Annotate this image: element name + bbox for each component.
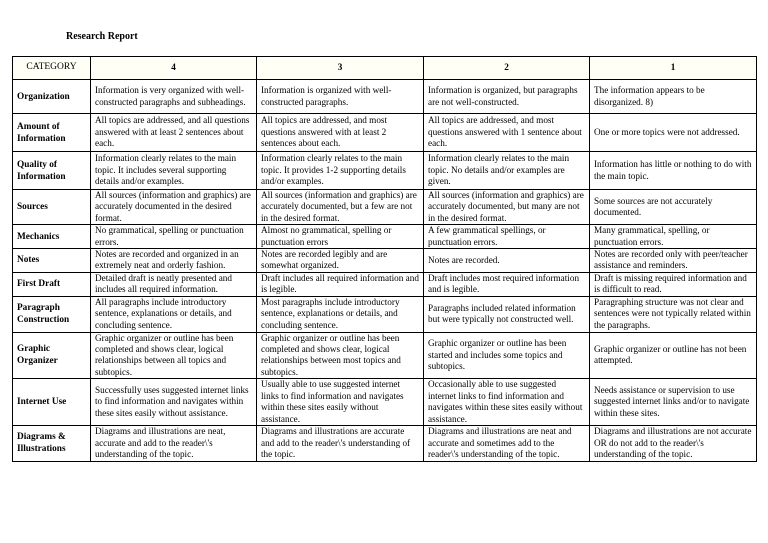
category-cell: Paragraph Construction (13, 296, 91, 332)
table-row (13, 80, 757, 114)
criteria-cell: Draft includes all required information and is legible. (257, 272, 424, 296)
criteria-cell: Diagrams and illustrations are not accurate OR do not add to the reader\'s understanding of the topic. (590, 425, 757, 461)
table-row (13, 249, 757, 273)
criteria-cell: Diagrams and illustrations are neat and accurate and sometimes add to the reader\'s understanding of the topic. (424, 425, 590, 461)
criteria-cell: All paragraphs include introductory sentence, explanations or details, and concluding sentence. (91, 296, 257, 332)
table-row (13, 379, 757, 426)
criteria-cell: Information is organized, but paragraphs are not well-constructed. (424, 80, 590, 114)
criteria-cell: Successfully uses suggested internet links to find information and navigates within these sites easily without assistance. (91, 379, 257, 426)
criteria-cell: Needs assistance or supervision to use suggested internet links and/or to navigate within these sites. (590, 379, 757, 426)
header-level-4: 4 (91, 57, 257, 80)
criteria-cell: Notes are recorded. (424, 249, 590, 273)
criteria-cell: The information appears to be disorganized. 8) (590, 80, 757, 114)
table-row (13, 225, 757, 249)
criteria-cell: Notes are recorded and organized in an extremely neat and orderly fashion. (91, 249, 257, 273)
criteria-cell: Graphic organizer or outline has been completed and shows clear, logical relationships between all topics and subtopics. (91, 332, 257, 379)
criteria-cell: Information has little or nothing to do with the main topic. (590, 152, 757, 190)
criteria-cell: Detailed draft is neatly presented and includes all required information. (91, 272, 257, 296)
criteria-cell: Information clearly relates to the main topic. It provides 1-2 supporting details and/or examples. (257, 152, 424, 190)
header-level-2: 2 (424, 57, 590, 80)
table-row (13, 190, 757, 225)
criteria-cell: Many grammatical, spelling, or punctuation errors. (590, 225, 757, 249)
document-title: Research Report (66, 31, 138, 42)
table-row (13, 272, 757, 296)
criteria-cell: No grammatical, spelling or punctuation errors. (91, 225, 257, 249)
criteria-cell: Diagrams and illustrations are neat, accurate and add to the reader\'s understanding of the topic. (91, 425, 257, 461)
criteria-cell: Almost no grammatical, spelling or punctuation errors (257, 225, 424, 249)
criteria-cell: Information clearly relates to the main topic. It includes several supporting details and/or examples. (91, 152, 257, 190)
category-cell: Amount of Information (13, 114, 91, 152)
criteria-cell: Graphic organizer or outline has been completed and shows clear, logical relationships between most topics and subtopics. (257, 332, 424, 379)
criteria-cell: Information clearly relates to the main topic. No details and/or examples are given. (424, 152, 590, 190)
criteria-cell: All sources (information and graphics) are accurately documented in the desired format. (91, 190, 257, 225)
criteria-cell: All sources (information and graphics) are accurately documented, but a few are not in the desired format. (257, 190, 424, 225)
criteria-cell: Draft is missing required information and is difficult to read. (590, 272, 757, 296)
rubric-table (12, 56, 757, 462)
criteria-cell: Paragraphs included related information but were typically not constructed well. (424, 296, 590, 332)
header-row (13, 57, 757, 80)
criteria-cell: A few grammatical spellings, or punctuation errors. (424, 225, 590, 249)
header-level-3: 3 (257, 57, 424, 80)
criteria-cell: Some sources are not accurately documented. (590, 190, 757, 225)
category-cell: Organization (13, 80, 91, 114)
table-row (13, 152, 757, 190)
criteria-cell: All topics are addressed, and all questions answered with at least 2 sentences about each. (91, 114, 257, 152)
header-level-1: 1 (590, 57, 757, 80)
table-row (13, 332, 757, 379)
table-row (13, 114, 757, 152)
category-cell: Internet Use (13, 379, 91, 426)
category-cell: Notes (13, 249, 91, 273)
category-cell: Mechanics (13, 225, 91, 249)
criteria-cell: Usually able to use suggested internet links to find information and navigates within these sites easily without assistance. (257, 379, 424, 426)
category-cell: Graphic Organizer (13, 332, 91, 379)
rubric-body (13, 80, 757, 462)
category-cell: First Draft (13, 272, 91, 296)
criteria-cell: Graphic organizer or outline has been started and includes some topics and subtopics. (424, 332, 590, 379)
table-row (13, 425, 757, 461)
category-cell: Diagrams & Illustrations (13, 425, 91, 461)
criteria-cell: Notes are recorded only with peer/teacher assistance and reminders. (590, 249, 757, 273)
criteria-cell: One or more topics were not addressed. (590, 114, 757, 152)
criteria-cell: Occasionally able to use suggested internet links to find information and navigates within these sites easily without assistance. (424, 379, 590, 426)
criteria-cell: Notes are recorded legibly and are somewhat organized. (257, 249, 424, 273)
criteria-cell: Most paragraphs include introductory sentence, explanations or details, and concluding sentence. (257, 296, 424, 332)
criteria-cell: Graphic organizer or outline has not been attempted. (590, 332, 757, 379)
criteria-cell: Information is organized with well-constructed paragraphs. (257, 80, 424, 114)
category-cell: Sources (13, 190, 91, 225)
table-row (13, 296, 757, 332)
criteria-cell: Draft includes most required information and is legible. (424, 272, 590, 296)
criteria-cell: All topics are addressed, and most questions answered with at least 2 sentences about each. (257, 114, 424, 152)
category-cell: Quality of Information (13, 152, 91, 190)
criteria-cell: Paragraphing structure was not clear and sentences were not typically related within the paragraphs. (590, 296, 757, 332)
criteria-cell: All topics are addressed, and most questions answered with 1 sentence about each. (424, 114, 590, 152)
criteria-cell: All sources (information and graphics) are accurately documented, but many are not in the desired format. (424, 190, 590, 225)
header-category: CATEGORY (13, 57, 91, 80)
criteria-cell: Diagrams and illustrations are accurate and add to the reader\'s understanding of the topic. (257, 425, 424, 461)
criteria-cell: Information is very organized with well-constructed paragraphs and subheadings. (91, 80, 257, 114)
